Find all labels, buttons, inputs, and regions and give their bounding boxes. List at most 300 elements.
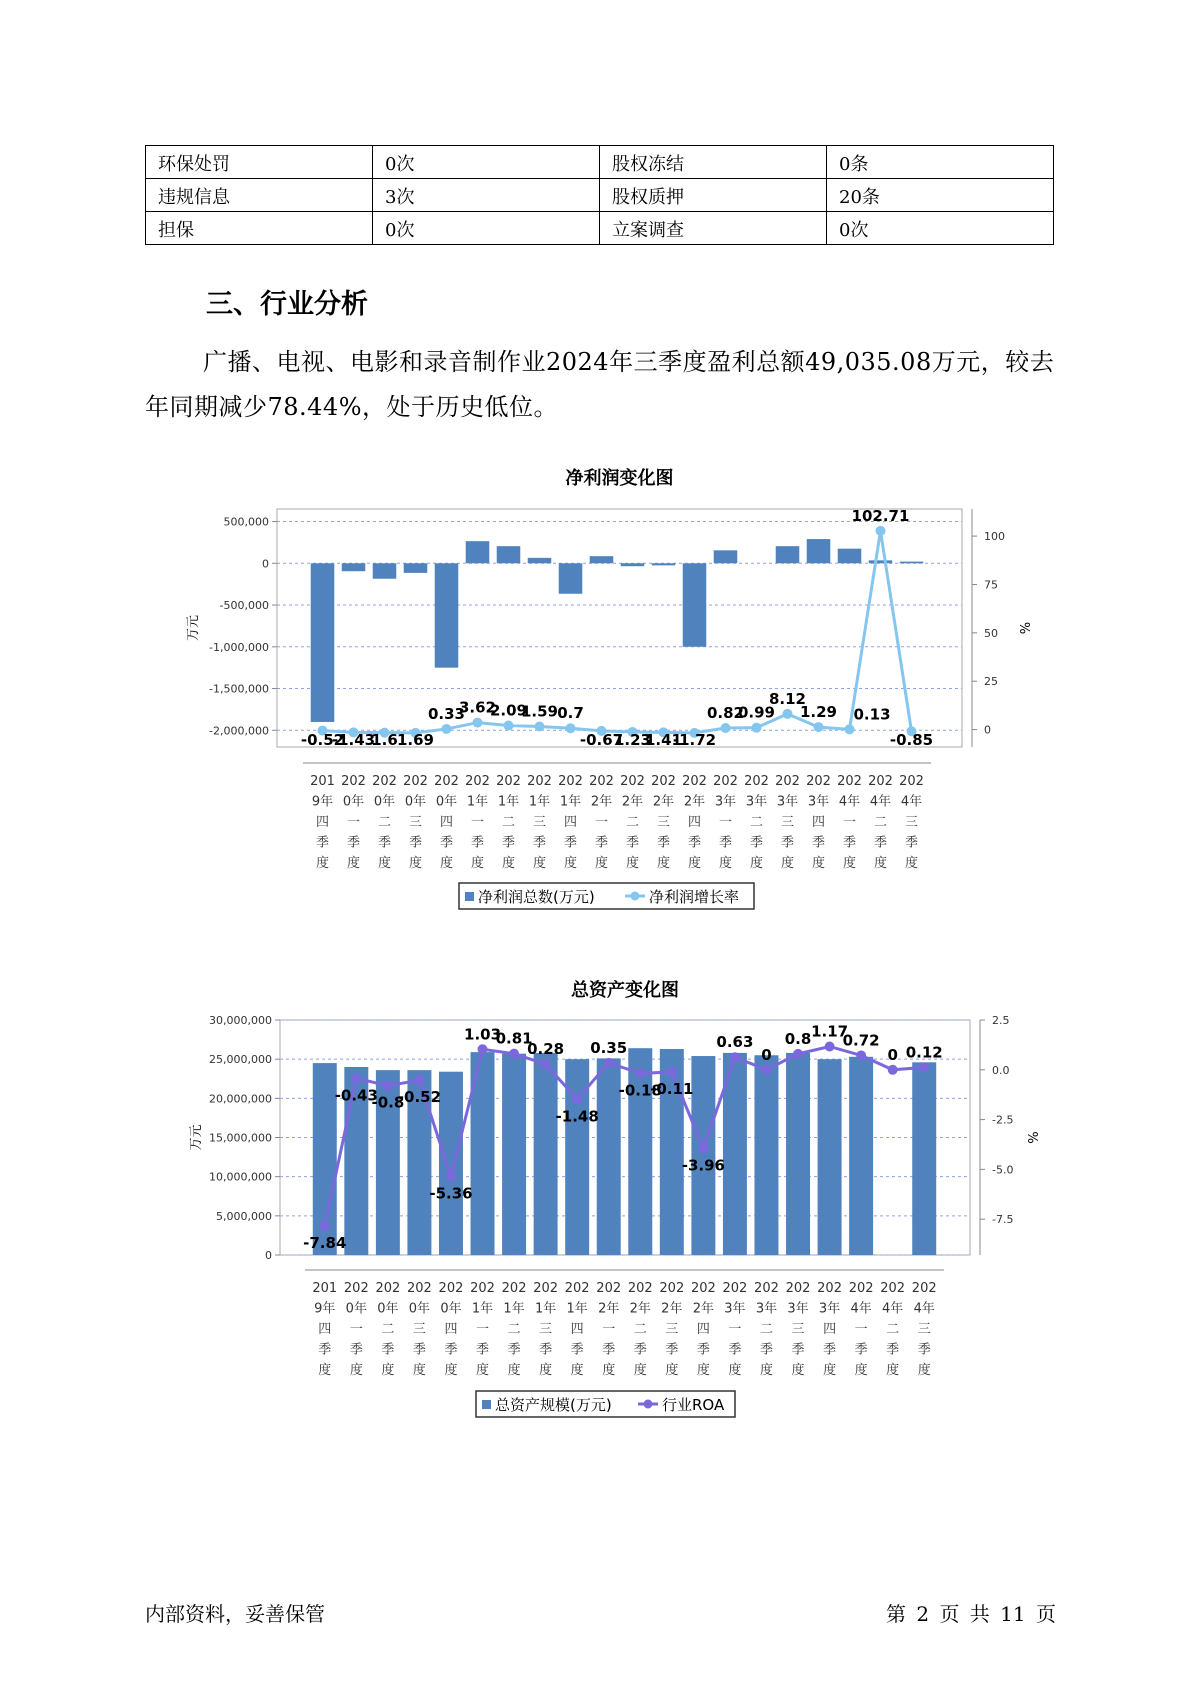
data-label: 0.99 [737,703,776,722]
bar [786,1053,810,1255]
y2-tick-label: 0 [984,723,991,737]
bar [466,541,490,563]
x-tick-label: 202 [589,774,614,789]
x-tick-label: 3年 [724,1301,746,1317]
table-cell: 环保处罚 [146,146,373,179]
x-tick-label: 一 [470,815,485,830]
x-tick-label: 三 [532,815,547,830]
data-label: 1.03 [464,1025,502,1044]
x-tick-label: 202 [627,1281,653,1296]
x-tick-label: 202 [564,1281,590,1296]
x-tick-label: 202 [651,774,676,789]
table-cell: 0条 [827,146,1054,179]
x-tick-label: 度 [570,1363,584,1378]
data-label: -3.96 [681,1156,725,1175]
x-tick-label: 二 [633,1322,647,1337]
x-tick-label: 一 [602,1322,616,1337]
line-point [320,1221,330,1231]
data-label: 0.8 [784,1029,812,1048]
y2-axis-label: % [1024,1131,1039,1144]
x-tick-label: 4年 [913,1301,935,1317]
x-tick-label: 三 [791,1322,805,1337]
x-tick-label: 季 [633,1342,647,1358]
line-point [667,1067,677,1077]
data-label: -0.8 [371,1093,405,1112]
x-tick-label: 季 [904,835,919,851]
bar [869,560,893,563]
x-tick-label: 2年 [692,1301,715,1317]
bar [838,549,862,564]
line-point [383,1081,393,1091]
table-cell: 担保 [146,212,373,245]
y-tick-label: 20,000,000 [209,1092,272,1106]
x-tick-label: 201 [310,774,335,789]
data-label: -0.11 [650,1079,694,1098]
x-tick-label: 202 [496,774,521,789]
x-tick-label: 202 [527,774,552,789]
x-tick-label: 0年 [342,794,365,810]
bar [502,1054,526,1255]
x-tick-label: 202 [659,1281,685,1296]
x-tick-label: 季 [539,1342,553,1358]
x-tick-label: 1年 [497,794,520,810]
x-tick-label: 季 [444,1342,458,1358]
bar [807,539,831,563]
x-tick-label: 季 [665,1342,679,1358]
y2-tick-label: 50 [984,626,998,640]
x-tick-label: 202 [403,774,428,789]
x-tick-label: 季 [917,1342,931,1358]
data-label: 1.6 [371,731,398,749]
x-tick-label: 季 [823,1342,837,1358]
x-tick-label: 0年 [440,1301,462,1317]
data-label: 0.13 [853,705,891,724]
x-tick-label: 四 [318,1322,332,1337]
x-tick-label: 2年 [621,794,644,810]
data-label: 0.63 [716,1033,754,1052]
data-label: 1.29 [799,703,838,722]
x-tick-label: 度 [687,856,702,871]
y2-tick-label: 2.5 [992,1014,1010,1027]
legend-line-marker [644,1400,653,1409]
x-tick-label: 202 [533,1281,559,1296]
x-tick-label: 季 [886,1342,900,1358]
line-point [566,723,576,733]
x-tick-label: 202 [438,1281,464,1296]
x-tick-label: 度 [539,1363,553,1378]
x-tick-label: 202 [806,774,831,789]
bar [528,558,552,563]
x-tick-label: 度 [507,1363,521,1378]
x-tick-label: 一 [476,1322,490,1337]
bar [683,563,707,647]
data-label: 3.62 [458,698,497,717]
x-tick-label: 3年 [787,1301,809,1317]
data-label: 0.12 [905,1043,943,1062]
bar [559,563,583,593]
x-tick-label: 202 [911,1281,937,1296]
x-tick-label: 四 [315,815,330,830]
line-point [535,722,545,732]
x-tick-label: 度 [346,856,361,871]
x-tick-label: 度 [625,856,640,871]
x-tick-label: 一 [728,1322,742,1337]
bar [776,546,800,563]
data-label: 1.41 [644,731,683,749]
x-tick-label: 度 [749,856,764,871]
line-point [541,1059,551,1069]
x-tick-label: 0年 [377,1301,399,1317]
y2-tick-label: -5.0 [992,1163,1014,1177]
table-row [146,179,1054,212]
x-tick-label: 0年 [404,794,427,810]
x-tick-label: 度 [594,856,609,871]
line-point [572,1094,582,1104]
line-point [856,1050,866,1060]
x-tick-label: 季 [594,835,609,851]
x-tick-label: 二 [381,1322,395,1337]
x-tick-label: 季 [842,835,857,851]
legend [476,1391,735,1417]
y2-tick-label: -2.5 [992,1113,1014,1127]
bar [900,562,924,564]
x-tick-label: 度 [842,856,857,871]
table-cell: 0次 [827,212,1054,245]
line-point [752,723,762,733]
x-tick-label: 1年 [566,1301,588,1317]
line-point [414,1075,424,1085]
data-label: 0 [761,1045,772,1064]
x-tick-label: 二 [625,815,640,830]
x-tick-label: 202 [343,1281,369,1296]
bar [621,563,645,566]
x-tick-label: 2年 [598,1301,620,1317]
line-point [604,1058,614,1068]
table-cell: 20条 [827,179,1054,212]
x-tick-label: 度 [665,1363,679,1378]
x-tick-label: 度 [633,1363,647,1378]
y2-axis-label: % [1016,621,1031,635]
x-tick-label: 度 [904,856,919,871]
x-tick-label: 季 [408,835,423,851]
x-tick-label: 季 [687,835,702,851]
x-tick-label: 202 [775,774,800,789]
x-tick-label: 季 [476,1342,490,1358]
line-point [888,1065,898,1075]
x-tick-label: 季 [749,835,764,851]
x-tick-label: 度 [377,856,392,871]
table-cell: 3次 [373,179,600,212]
x-tick-label: 季 [412,1342,426,1358]
y-tick-label: 25,000,000 [209,1053,272,1067]
y2-tick-label: 75 [984,578,998,592]
x-tick-label: 0年 [345,1301,367,1317]
section-title: 三、行业分析 [206,289,368,320]
line-point [876,526,886,536]
y-tick-label: 500,000 [223,515,269,529]
x-tick-label: 季 [602,1342,616,1358]
x-tick-label: 三 [408,815,423,830]
footer-page-number: 第 2 页 共 11 页 [886,1602,1056,1626]
x-tick-label: 一 [346,815,361,830]
x-tick-label: 二 [377,815,392,830]
x-tick-label: 3年 [776,794,799,810]
x-tick-label: 202 [407,1281,432,1296]
bar [628,1048,652,1255]
x-tick-label: 度 [349,1363,363,1378]
x-tick-label: 度 [532,856,547,871]
x-tick-label: 度 [886,1363,900,1378]
bar [311,563,335,722]
y-tick-label: -500,000 [219,599,269,613]
chart-title: 总资产变化图 [571,980,679,1001]
x-tick-label: 202 [880,1281,906,1296]
y-tick-label: -2,000,000 [209,724,269,738]
x-tick-label: 202 [785,1281,811,1296]
x-tick-label: 一 [854,1322,868,1337]
x-tick-label: 2年 [683,794,706,810]
x-tick-label: 202 [722,1281,748,1296]
bar [652,563,676,565]
x-tick-label: 季 [349,1342,363,1358]
x-tick-label: 四 [439,815,454,830]
table-cell: 股权质押 [600,179,827,212]
y-tick-label: 10,000,000 [209,1170,272,1184]
x-tick-label: 202 [341,774,366,789]
x-tick-label: 4年 [850,1301,872,1317]
line-point [509,1049,519,1059]
data-label: -5.36 [429,1184,473,1203]
data-label: 1.69 [396,731,435,749]
line-point [730,1052,740,1062]
data-label: -0.52 [300,731,345,749]
data-label: 0 [887,1045,898,1064]
chart-title: 净利润变化图 [565,468,674,489]
x-tick-label: 202 [596,1281,622,1296]
x-tick-label: 1年 [559,794,582,810]
x-tick-label: 度 [728,1363,742,1378]
x-tick-label: 度 [823,1363,837,1378]
table-row [146,146,1054,179]
bar [404,563,428,573]
line-point [478,1044,488,1054]
bar [714,550,738,563]
x-tick-label: 202 [713,774,738,789]
x-tick-label: 二 [507,1322,521,1337]
x-tick-label: 季 [811,835,826,851]
bar [597,1058,621,1255]
line-point [504,721,514,731]
line-point [698,1144,708,1154]
legend-label: 行业ROA [662,1396,725,1414]
x-tick-label: 度 [780,856,795,871]
x-tick-label: 2年 [652,794,675,810]
x-tick-label: 二 [886,1322,900,1337]
x-tick-label: 二 [501,815,516,830]
data-label: 0.7 [557,704,584,723]
bar [691,1056,715,1255]
x-tick-label: 季 [563,835,578,851]
legend-bar-swatch [465,892,474,901]
x-tick-label: 2年 [661,1301,683,1317]
x-tick-label: 度 [656,856,671,871]
x-tick-label: 四 [696,1322,710,1337]
x-tick-label: 三 [412,1322,426,1337]
x-tick-label: 度 [470,856,485,871]
x-tick-label: 四 [563,815,578,830]
x-tick-label: 202 [690,1281,716,1296]
total-assets-chart [0,950,1191,1414]
x-tick-label: 季 [728,1342,742,1358]
x-tick-label: 二 [749,815,764,830]
y2-tick-label: 0.0 [992,1063,1010,1077]
line-point [635,1068,645,1078]
data-label: -1.48 [555,1107,599,1126]
x-tick-label: 202 [375,1281,401,1296]
x-tick-label: 季 [532,835,547,851]
line-point [919,1062,929,1072]
y-axis-label: 万元 [186,614,201,642]
x-tick-label: 度 [315,856,330,871]
x-tick-label: 度 [854,1363,868,1378]
data-label: -0.85 [889,731,934,749]
x-tick-label: 度 [439,856,454,871]
x-tick-label: 度 [444,1363,458,1378]
x-tick-label: 季 [854,1342,868,1358]
x-tick-label: 202 [817,1281,842,1296]
x-tick-label: 3年 [818,1301,841,1317]
x-tick-label: 季 [873,835,888,851]
x-tick-label: 202 [434,774,459,789]
x-tick-label: 202 [620,774,645,789]
x-tick-label: 1年 [466,794,489,810]
data-label: 0.28 [527,1040,565,1059]
x-tick-label: 一 [349,1322,363,1337]
legend-line-marker [631,892,640,901]
data-label: -7.84 [303,1233,347,1252]
data-label: 8.12 [768,689,807,708]
x-tick-label: 4年 [838,794,861,810]
x-tick-label: 3年 [807,794,830,810]
x-tick-label: 度 [381,1363,395,1378]
x-tick-label: 季 [718,835,733,851]
x-tick-label: 度 [501,856,516,871]
x-tick-label: 季 [625,835,640,851]
x-tick-label: 四 [687,815,702,830]
line-point [793,1049,803,1059]
x-tick-label: 202 [470,1281,495,1296]
bar [373,563,397,578]
x-tick-label: 度 [811,856,826,871]
bar [912,1062,936,1255]
x-tick-label: 季 [780,835,795,851]
data-label: 1.17 [811,1022,849,1041]
legend [459,883,754,909]
table-cell: 0次 [373,146,600,179]
table-cell: 股权冻结 [600,146,827,179]
x-tick-label: 度 [759,1363,773,1378]
x-tick-label: 0年 [435,794,458,810]
x-tick-label: 三 [656,815,671,830]
x-tick-label: 季 [570,1342,584,1358]
line-point [351,1073,361,1083]
footer-confidential: 内部资料，妥善保管 [145,1602,325,1626]
line-point [825,1041,835,1051]
x-tick-label: 202 [682,774,707,789]
x-tick-label: 1年 [503,1301,525,1317]
x-tick-label: 1年 [471,1301,494,1317]
bar [497,546,521,563]
risk-info-table [145,145,1054,245]
x-tick-label: 一 [842,815,857,830]
x-tick-label: 度 [476,1363,490,1378]
x-tick-label: 202 [744,774,769,789]
line-point [814,722,824,732]
x-tick-label: 202 [558,774,583,789]
x-tick-label: 二 [873,815,888,830]
legend-label: 总资产规模(万元) [495,1396,612,1414]
data-label: 0.33 [427,704,466,723]
data-label: 0.82 [706,703,745,722]
table-cell: 立案调查 [600,212,827,245]
y-tick-label: -1,000,000 [209,640,269,654]
x-tick-label: 4年 [869,794,892,810]
x-tick-label: 一 [594,815,609,830]
x-tick-label: 3年 [745,794,768,810]
bar [754,1055,778,1255]
x-tick-label: 201 [312,1281,338,1296]
x-tick-label: 度 [917,1363,931,1378]
x-tick-label: 度 [718,856,733,871]
line-point [473,718,483,728]
y2-tick-label: 25 [984,675,998,689]
x-tick-label: 季 [696,1342,710,1358]
bar [818,1059,842,1255]
table-cell: 违规信息 [146,179,373,212]
x-tick-label: 1年 [534,1301,557,1317]
x-tick-label: 度 [696,1363,710,1378]
data-label: 0.72 [842,1031,880,1050]
line-point [845,724,855,734]
x-tick-label: 4年 [882,1301,904,1317]
bar [534,1053,558,1255]
x-tick-label: 三 [904,815,919,830]
table-cell: 0次 [373,212,600,245]
x-tick-label: 季 [439,835,454,851]
line-point [783,709,793,719]
line-point [761,1065,771,1075]
x-tick-label: 度 [408,856,423,871]
x-tick-label: 季 [501,835,516,851]
legend-label: 净利润总数(万元) [478,888,595,906]
data-label: -0.43 [334,1086,378,1105]
y-tick-label: 0 [262,557,269,571]
x-tick-label: 1年 [528,794,551,810]
bar [590,556,614,563]
line-point [446,1172,456,1182]
data-label: -0.18 [618,1081,662,1100]
bar [439,1072,463,1255]
legend-label: 净利润增长率 [649,888,740,906]
x-tick-label: 2年 [629,1301,651,1317]
x-tick-label: 202 [848,1281,874,1296]
x-tick-label: 四 [570,1322,584,1337]
x-tick-label: 季 [470,835,485,851]
x-tick-label: 度 [602,1363,616,1378]
data-label: 0.35 [590,1038,628,1057]
x-tick-label: 四 [811,815,826,830]
x-tick-label: 季 [318,1342,332,1358]
